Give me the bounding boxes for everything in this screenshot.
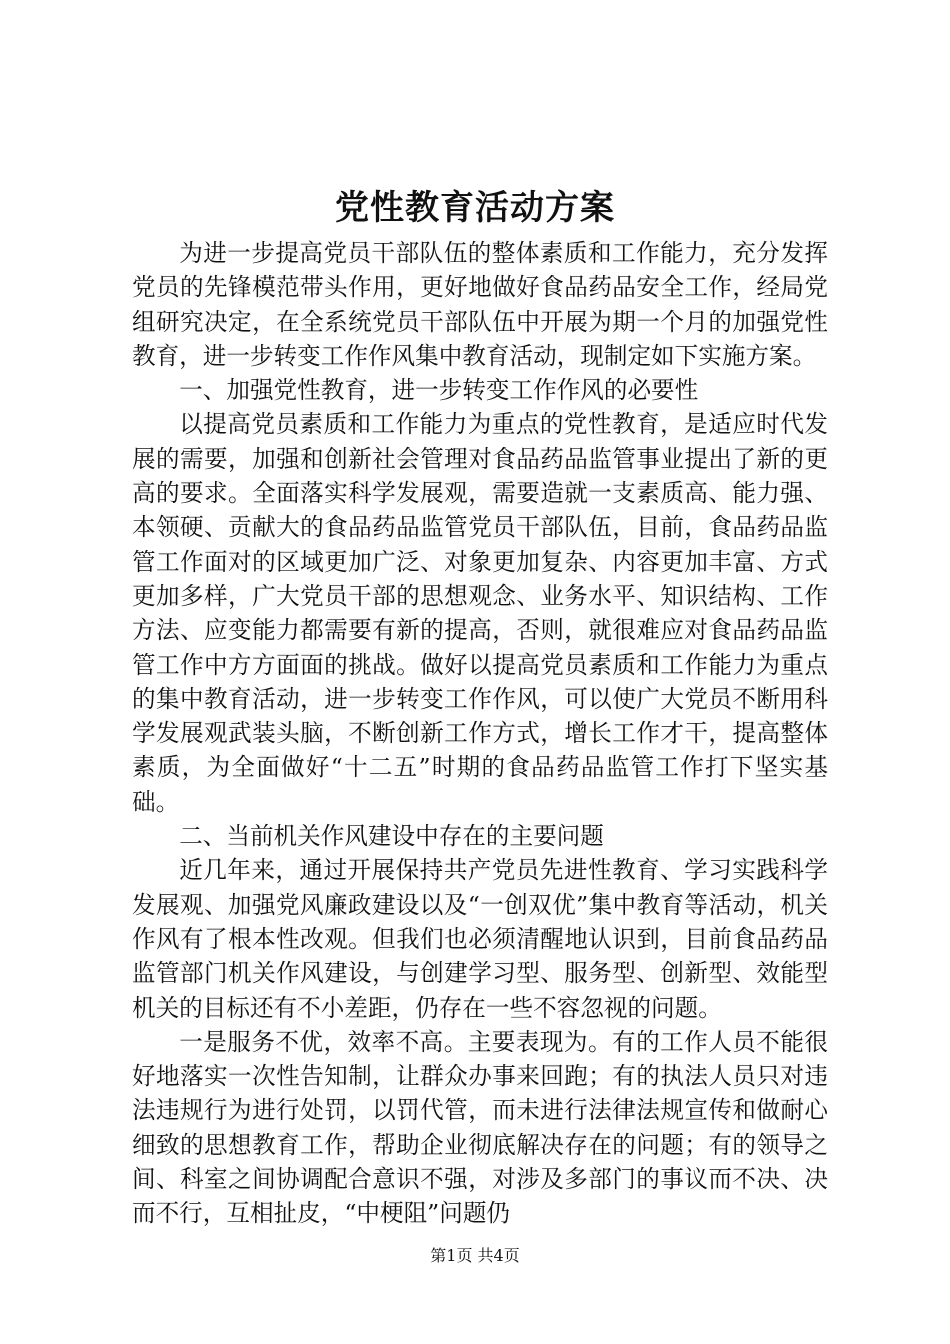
- paragraph-necessity: 以提高党员素质和工作能力为重点的党性教育，是适应时代发展的需要，加强和创新社会管理对食品药品监管事业提出了新的更高的要求。全面落实科学发展观，需要造就一支素质高、能力强、本领硬、贡献大的食品药品监管党员干部队伍，目前，食品药品监管工作面对的区域更加广泛、对象更加复杂、内容更加丰富、方式更加多样，广大党员干部的思想观念、业务水平、知识结构、工作方法、应变能力都需要有新的提高，否则，就很难应对食品药品监管工作中方方面面的挑战。做好以提高党员素质和工作能力为重点的集中教育活动，进一步转变工作作风，可以使广大党员不断用科学发展观武装头脑，不断创新工作方式，增长工作才干，提高整体素质，为全面做好“十二五”时期的食品药品监管工作打下坚实基础。: [132, 410, 828, 816]
- page-footer: 第1页 共4页: [430, 1246, 520, 1265]
- paragraph-problems: 近几年来，通过开展保持共产党员先进性教育、学习实践科学发展观、加强党风廉政建设以及“一创双优”集中教育等活动，机关作风有了根本性改观。但我们也必须清醒地认识到，目前食品药品监管部门机关作风建设，与创建学习型、服务型、创新型、效能型机关的目标还有不小差距，仍存在一些不容忽视的问题。: [132, 856, 828, 1022]
- section-heading-2: 二、当前机关作风建设中存在的主要问题: [179, 822, 604, 851]
- paragraph-intro: 为进一步提高党员干部队伍的整体素质和工作能力，充分发挥党员的先锋模范带头作用，更好地做好食品药品安全工作，经局党组研究决定，在全系统党员干部队伍中开展为期一个月的加强党性教育，进一步转变工作作风集中教育活动，现制定如下实施方案。: [132, 239, 828, 370]
- document-body: [132, 236, 828, 1231]
- paragraph-problem-one: 一是服务不优，效率不高。主要表现为。有的工作人员不能很好地落实一次性告知制，让群众办事来回跑；有的执法人员只对违法违规行为进行处罚，以罚代管，而未进行法律法规宣传和做耐心细致的思想教育工作，帮助企业彻底解决存在的问题；有的领导之间、科室之间协调配合意识不强，对涉及多部门的事议而不决、决而不行，互相扯皮，“中梗阻”问题仍: [132, 1027, 828, 1228]
- section-heading-1: 一、加强党性教育，进一步转变工作作风的必要性: [179, 376, 699, 405]
- document-title: 党性教育活动方案: [335, 188, 615, 228]
